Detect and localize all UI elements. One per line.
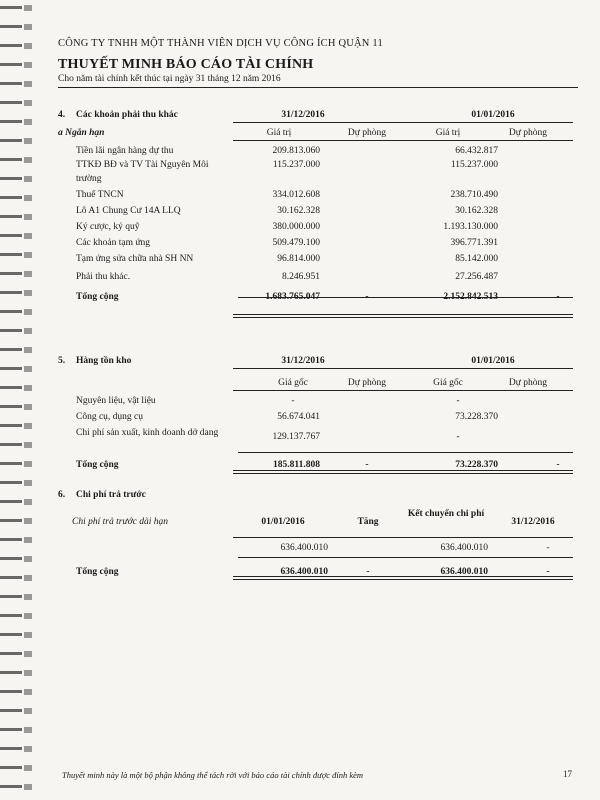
company-name: CÔNG TY TNHH MỘT THÀNH VIÊN DỊCH VỤ CÔNG ÍCH QUẬN 11 bbox=[58, 38, 383, 49]
section-header-row bbox=[58, 488, 578, 502]
subsection-label: a Ngắn hạn bbox=[58, 128, 105, 138]
document-subtitle: Cho năm tài chính kết thúc tại ngày 31 tháng 12 năm 2016 bbox=[58, 74, 578, 88]
total-label: Tổng cộng bbox=[76, 460, 119, 470]
table-row bbox=[58, 158, 578, 186]
value-2016-01: 115.237.000 bbox=[450, 160, 498, 170]
table-row bbox=[58, 426, 578, 454]
total-row bbox=[58, 290, 578, 304]
value-2016-01: - bbox=[456, 396, 460, 406]
row-label: Tiền lãi ngân hàng dự thu bbox=[76, 146, 174, 156]
section-prepaid-expenses bbox=[58, 488, 578, 588]
value-2016-12: 115.237.000 bbox=[272, 160, 320, 170]
header-rule bbox=[233, 368, 573, 369]
value-closing: - bbox=[546, 543, 550, 553]
value-2016-12: 380.000.000 bbox=[272, 222, 320, 232]
value-2016-01: 238.710.490 bbox=[450, 190, 498, 200]
section-header-row bbox=[58, 354, 578, 368]
subtotal-rule bbox=[238, 557, 573, 558]
column-increase: Tăng bbox=[357, 517, 379, 527]
value-2016-12: - bbox=[291, 396, 295, 406]
row-label: Lô A1 Chung Cư 14A LLQ bbox=[76, 206, 181, 216]
binding-holes bbox=[24, 0, 32, 800]
document-title: THUYẾT MINH BÁO CÁO TÀI CHÍNH bbox=[58, 57, 314, 72]
column-provision-2: Dự phòng bbox=[508, 378, 548, 388]
total-double-rule bbox=[233, 576, 573, 580]
value-2016-01: - bbox=[456, 432, 460, 442]
value-opening: 636.400.010 bbox=[280, 543, 328, 553]
table-row bbox=[58, 252, 578, 266]
value-2016-12: 30.162.328 bbox=[277, 206, 320, 216]
value-2016-12: 56.674.041 bbox=[277, 412, 320, 422]
total-value-2016-12: 185.811.808 bbox=[273, 460, 320, 470]
column-date-2: 01/01/2016 bbox=[471, 356, 515, 366]
total-label: Tổng cộng bbox=[76, 567, 119, 577]
column-value-2: Giá trị bbox=[435, 128, 461, 138]
section-title: Hàng tồn kho bbox=[76, 356, 132, 366]
page-number: 17 bbox=[563, 769, 572, 779]
total-double-rule bbox=[233, 314, 573, 318]
section-title: Các khoản phải thu khác bbox=[76, 110, 178, 120]
total-closing: - bbox=[546, 567, 550, 577]
table-row bbox=[58, 144, 578, 158]
footer-note: Thuyết minh này là một bộ phận không thể tách rời với báo cáo tài chính được đính kèm bbox=[62, 770, 364, 780]
table-row bbox=[58, 188, 578, 202]
column-cost-2: Giá gốc bbox=[433, 378, 463, 388]
total-provision-2016-12: - bbox=[365, 292, 369, 302]
section-header-row bbox=[58, 108, 578, 122]
column-value-1: Giá trị bbox=[266, 128, 292, 138]
column-provision-1: Dự phòng bbox=[347, 128, 387, 138]
value-2016-12: 8.246.951 bbox=[282, 272, 320, 282]
document-page bbox=[58, 38, 578, 588]
section-number: 4. bbox=[58, 110, 66, 120]
row-label: Tạm ứng sửa chữa nhà SH NN bbox=[76, 254, 194, 264]
section-title: Chi phí trả trước bbox=[76, 490, 146, 500]
column-date-1: 31/12/2016 bbox=[281, 110, 325, 120]
total-opening: 636.400.010 bbox=[280, 567, 328, 577]
value-2016-01: 396.771.391 bbox=[450, 238, 498, 248]
total-transferred: 636.400.010 bbox=[440, 567, 488, 577]
column-header-row bbox=[58, 126, 578, 140]
value-2016-12: 509.479.100 bbox=[272, 238, 320, 248]
column-date-2: 01/01/2016 bbox=[471, 110, 515, 120]
page-footer bbox=[62, 770, 572, 780]
section-number: 6. bbox=[58, 490, 66, 500]
value-transferred: 636.400.010 bbox=[440, 543, 488, 553]
column-header-rule bbox=[233, 390, 573, 391]
column-cost-1: Giá gốc bbox=[278, 378, 308, 388]
total-provision-2016-01: - bbox=[556, 460, 560, 470]
column-header-rule bbox=[233, 140, 573, 141]
subsection-label: Chi phí trả trước dài hạn bbox=[72, 517, 169, 527]
column-closing: 31/12/2016 bbox=[511, 517, 555, 527]
section-number: 5. bbox=[58, 356, 66, 366]
row-label: TTKĐ BĐ và TV Tài Nguyên Môi trường bbox=[76, 160, 209, 184]
value-2016-12: 209.813.060 bbox=[272, 146, 320, 156]
value-2016-01: 27.256.487 bbox=[455, 272, 498, 282]
value-2016-01: 85.142.000 bbox=[455, 254, 498, 264]
column-provision-1: Dự phòng bbox=[347, 378, 387, 388]
column-provision-2: Dự phòng bbox=[508, 128, 548, 138]
table-row bbox=[58, 220, 578, 234]
total-double-rule bbox=[233, 470, 573, 474]
header-rule bbox=[233, 122, 573, 123]
total-increase: - bbox=[366, 567, 370, 577]
column-header-row bbox=[58, 508, 578, 536]
table-row bbox=[58, 270, 578, 284]
total-provision-2016-01: - bbox=[556, 292, 560, 302]
column-header-rule bbox=[233, 537, 573, 538]
column-date-1: 31/12/2016 bbox=[281, 356, 325, 366]
row-label: Công cụ, dụng cụ bbox=[76, 412, 144, 422]
table-row bbox=[58, 236, 578, 250]
row-label: Nguyên liệu, vật liệu bbox=[76, 396, 156, 406]
value-2016-01: 1.193.130.000 bbox=[443, 222, 498, 232]
value-2016-12: 334.012.608 bbox=[272, 190, 320, 200]
total-value-2016-01: 2.152.842.513 bbox=[443, 292, 498, 302]
section-inventory bbox=[58, 354, 578, 474]
column-opening: 01/01/2016 bbox=[261, 517, 305, 527]
total-label: Tổng cộng bbox=[76, 292, 119, 302]
column-transferred: Kết chuyển chi phí bbox=[407, 509, 485, 519]
row-label: Chi phí sản xuất, kinh doanh dở dang bbox=[76, 428, 219, 438]
total-value-2016-01: 73.228.370 bbox=[455, 460, 498, 470]
subtotal-rule bbox=[238, 452, 573, 453]
value-2016-01: 73.228.370 bbox=[455, 412, 498, 422]
row-label: Các khoản tạm ứng bbox=[76, 238, 151, 248]
value-2016-01: 66.432.817 bbox=[455, 146, 498, 156]
total-provision-2016-12: - bbox=[365, 460, 369, 470]
section-other-receivables bbox=[58, 108, 578, 320]
row-label: Thuế TNCN bbox=[76, 190, 124, 200]
table-row bbox=[58, 410, 578, 424]
table-row bbox=[58, 204, 578, 218]
column-header-row bbox=[58, 376, 578, 390]
row-label: Phải thu khác. bbox=[76, 272, 131, 282]
value-2016-12: 129.137.767 bbox=[272, 432, 320, 442]
total-value-2016-12: 1.683.765.047 bbox=[265, 292, 320, 302]
table-row bbox=[58, 541, 578, 555]
table-row bbox=[58, 394, 578, 408]
value-2016-01: 30.162.328 bbox=[455, 206, 498, 216]
row-label: Ký cược, ký quỹ bbox=[76, 222, 140, 232]
value-2016-12: 96.814.000 bbox=[277, 254, 320, 264]
